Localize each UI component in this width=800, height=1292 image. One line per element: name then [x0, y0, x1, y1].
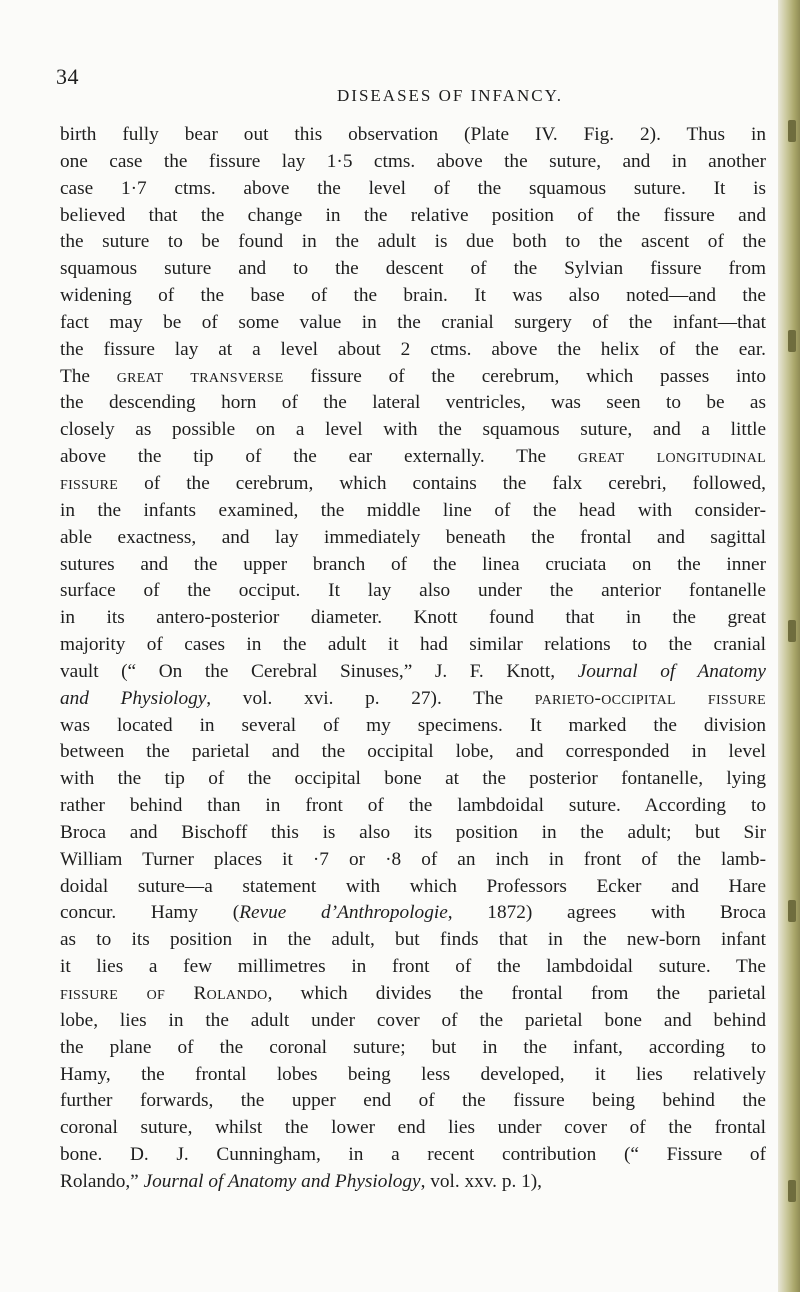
- text-run: squamous suture and to the descent of the Sylvian fissure from: [60, 258, 766, 280]
- text-line: [60, 632, 766, 659]
- text-line: [60, 1142, 766, 1169]
- text-line: [60, 498, 766, 525]
- text-run: sutures and the upper branch of the linea cruciata on the inner: [60, 553, 766, 575]
- text-run: believed that the change in the relative position of the fissure and: [60, 204, 766, 226]
- text-line: [60, 1008, 766, 1035]
- text-line: [60, 283, 766, 310]
- text-run: the plane of the coronal suture; but in the infant, according to: [60, 1036, 766, 1058]
- text-run: closely as possible on a level with the squamous suture, and a little: [60, 419, 766, 441]
- text-run: , vol. xvi. p. 27). The: [206, 687, 535, 709]
- edge-mark: [788, 1180, 796, 1202]
- text-line: [60, 310, 766, 337]
- text-run: fissure of the cerebrum, which passes into: [283, 365, 766, 387]
- text-line: [60, 1088, 766, 1115]
- text-line: [60, 552, 766, 579]
- text-run: further forwards, the upper end of the fissure being behind the: [60, 1090, 766, 1112]
- text-run: lobe, lies in the adult under cover of the parietal bone and behind: [60, 1009, 766, 1031]
- text-line: [60, 820, 766, 847]
- text-run: in its antero-posterior diameter. Knott found that in the great: [60, 607, 766, 629]
- text-run: rather behind than in front of the lambdoidal suture. According to: [60, 795, 766, 817]
- text-line: [60, 713, 766, 740]
- text-line: [60, 337, 766, 364]
- text-line: [60, 739, 766, 766]
- text-run: of the cerebrum, which contains the falx cerebri, followed,: [118, 472, 766, 494]
- body-paragraph: [60, 122, 766, 1196]
- text-run: Broca and Bischoff this is also its position in the adult; but Sir: [60, 821, 766, 843]
- text-line: [60, 525, 766, 552]
- small-caps-term: parieto-occipital fissure: [534, 687, 766, 709]
- text-run: case 1·7 ctms. above the level of the squamous suture. It is: [60, 177, 766, 199]
- text-line: [60, 793, 766, 820]
- small-caps-term: fissure: [60, 472, 119, 494]
- text-line: [60, 1062, 766, 1089]
- page-number: 34: [56, 64, 79, 89]
- text-run: as to its position in the adult, but finds that in the new-born infant: [60, 929, 766, 951]
- text-run: , vol. xxv. p. 1),: [420, 1170, 542, 1192]
- text-run: William Turner places it ·7 or ·8 of an inch in front of the lamb-: [60, 848, 766, 870]
- text-run: The: [60, 365, 117, 387]
- page-edge-binding: [778, 0, 800, 1292]
- text-run: one case the fissure lay 1·5 ctms. above the suture, and in another: [60, 150, 766, 172]
- text-run: , 1872) agrees with Broca: [447, 902, 766, 924]
- text-run: bone. D. J. Cunningham, in a recent contribution (“ Fissure of: [60, 1144, 766, 1166]
- text-run: vault (“ On the Cerebral Sinuses,” J. F. Knott,: [60, 660, 578, 682]
- text-run: surface of the occiput. It lay also under the anterior fontanelle: [60, 580, 766, 602]
- text-line: [60, 927, 766, 954]
- text-line: [60, 203, 766, 230]
- text-run: widening of the base of the brain. It was also noted—and the: [60, 285, 766, 307]
- text-run: concur. Hamy (: [60, 902, 240, 924]
- italic-citation: Journal of Anatomy: [577, 660, 766, 682]
- text-run: Rolando,”: [60, 1170, 144, 1192]
- text-run: the suture to be found in the adult is due both to the ascent of the: [60, 231, 766, 253]
- text-run: between the parietal and the occipital lobe, and corresponded in level: [60, 741, 766, 763]
- text-line: [60, 605, 766, 632]
- text-run: majority of cases in the adult it had similar relations to the cranial: [60, 634, 766, 656]
- text-run: was located in several of my specimens. It marked the division: [60, 714, 766, 736]
- text-run: Hamy, the frontal lobes being less developed, it lies relatively: [60, 1063, 766, 1085]
- text-run: above the tip of the ear externally. The: [60, 446, 578, 468]
- text-run: the descending horn of the lateral ventricles, was seen to be as: [60, 392, 766, 414]
- text-run: it lies a few millimetres in front of the lambdoidal suture. The: [60, 956, 766, 978]
- italic-citation: Journal of Anatomy and Physiology: [143, 1170, 421, 1192]
- text-line: [60, 900, 766, 927]
- text-line: [60, 981, 766, 1008]
- text-line: [60, 122, 766, 149]
- running-head: DISEASES OF INFANCY.: [337, 86, 563, 105]
- text-line: [60, 766, 766, 793]
- text-line: [60, 659, 766, 686]
- text-line: [60, 1169, 766, 1196]
- italic-citation: Revue d’Anthropologie: [239, 902, 448, 924]
- text-line: [60, 847, 766, 874]
- edge-mark: [788, 620, 796, 642]
- text-line: [60, 471, 766, 498]
- text-run: in the infants examined, the middle line of the head with consider-: [60, 499, 766, 521]
- text-run: fact may be of some value in the cranial surgery of the infant—that: [60, 311, 766, 333]
- text-line: [60, 256, 766, 283]
- small-caps-term: fissure of Rolando: [60, 983, 268, 1004]
- text-line: [60, 578, 766, 605]
- edge-mark: [788, 120, 796, 142]
- text-run: able exactness, and lay immediately beneath the frontal and sagittal: [60, 526, 766, 548]
- text-line: [60, 444, 766, 471]
- text-run: doidal suture—a statement with which Professors Ecker and Hare: [60, 875, 766, 897]
- text-line: [60, 390, 766, 417]
- text-line: [60, 1115, 766, 1142]
- text-line: [60, 149, 766, 176]
- text-run: birth fully bear out this observation (Plate IV. Fig. 2). Thus in: [60, 124, 766, 145]
- text-line: [60, 176, 766, 203]
- text-line: [60, 364, 766, 391]
- text-line: [60, 229, 766, 256]
- text-run: coronal suture, whilst the lower end lies under cover of the frontal: [60, 1117, 766, 1139]
- small-caps-term: great transverse: [116, 365, 284, 387]
- italic-citation: and Physiology: [60, 687, 207, 709]
- text-run: , which divides the frontal from the parietal: [267, 983, 766, 1004]
- edge-mark: [788, 330, 796, 352]
- text-line: [60, 686, 766, 713]
- text-run: the fissure lay at a level about 2 ctms. above the helix of the ear.: [60, 338, 766, 360]
- edge-mark: [788, 900, 796, 922]
- small-caps-term: great longitudinal: [577, 446, 766, 468]
- text-run: with the tip of the occipital bone at the posterior fontanelle, lying: [60, 768, 766, 790]
- text-line: [60, 417, 766, 444]
- text-line: [60, 1035, 766, 1062]
- text-line: [60, 954, 766, 981]
- text-line: [60, 874, 766, 901]
